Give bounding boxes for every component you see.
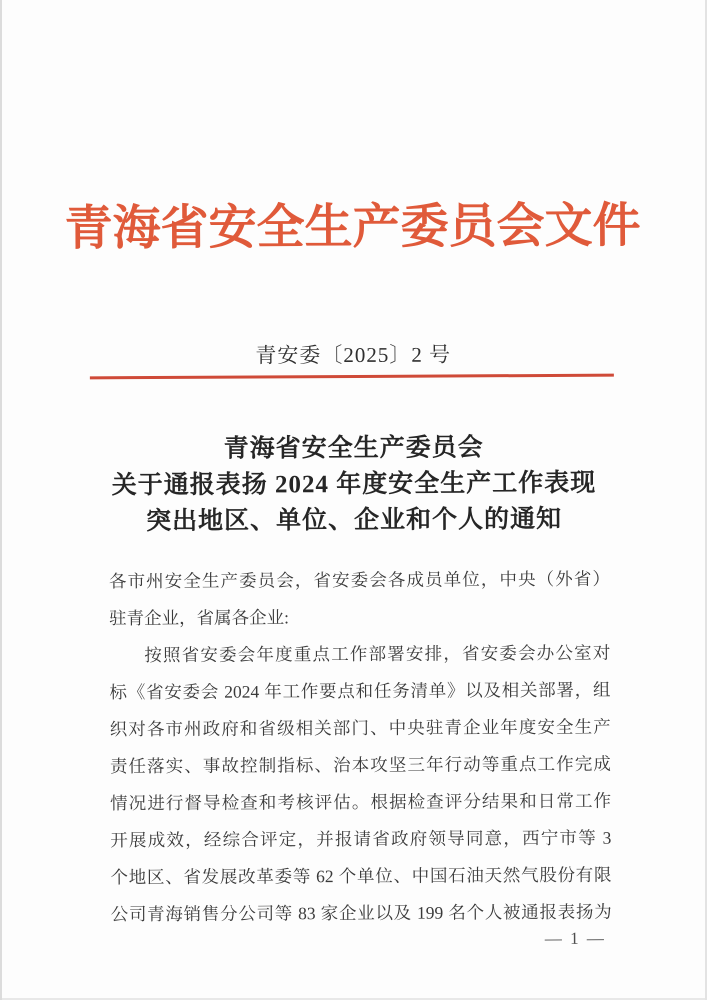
body-line: 开展成效，经综合评定，并报请省政府领导同意，西宁市等 3 bbox=[110, 827, 612, 851]
salutation-line: 驻青企业，省属各企业: bbox=[109, 607, 290, 629]
agency-header-title: 青海省安全生产委员会文件 bbox=[64, 199, 641, 256]
red-separator-line bbox=[90, 374, 614, 380]
page-number: — 1 — bbox=[544, 928, 606, 949]
notice-title-line-1: 青海省安全生产委员会 bbox=[223, 434, 484, 463]
document-body bbox=[109, 561, 612, 934]
body-line: 标《省安委会 2024 年工作要点和任务清单》以及相关部署，组 bbox=[109, 679, 611, 703]
body-line: 按照省安委会年度重点工作部署安排，省安委会办公室对 bbox=[144, 642, 611, 666]
body-line: 情况进行督导检查和考核评估。根据检查评分结果和日常工作 bbox=[110, 790, 612, 814]
notice-title-line-3: 突出地区、单位、企业和个人的通知 bbox=[146, 505, 563, 536]
body-line: 责任落实、事故控制指标、治本攻坚三年行动等重点工作完成 bbox=[109, 753, 611, 777]
notice-title bbox=[0, 429, 707, 541]
body-line: 织对各市州政府和省级相关部门、中央驻青企业年度安全生产 bbox=[109, 716, 611, 740]
body-line: 公司青海销售分公司等 83 家企业以及 199 名个人被通报表扬为 bbox=[110, 901, 612, 925]
notice-title-line-2: 关于通报表扬 2024 年度安全生产工作表现 bbox=[111, 469, 597, 500]
document-number: 青安委〔2025〕2 号 bbox=[255, 342, 452, 368]
body-line: 个地区、省发展改革委等 62 个单位、中国石油天然气股份有限 bbox=[110, 864, 612, 888]
salutation-line: 各市州安全生产委员会，省安委会各成员单位，中央（外省） bbox=[108, 568, 610, 592]
